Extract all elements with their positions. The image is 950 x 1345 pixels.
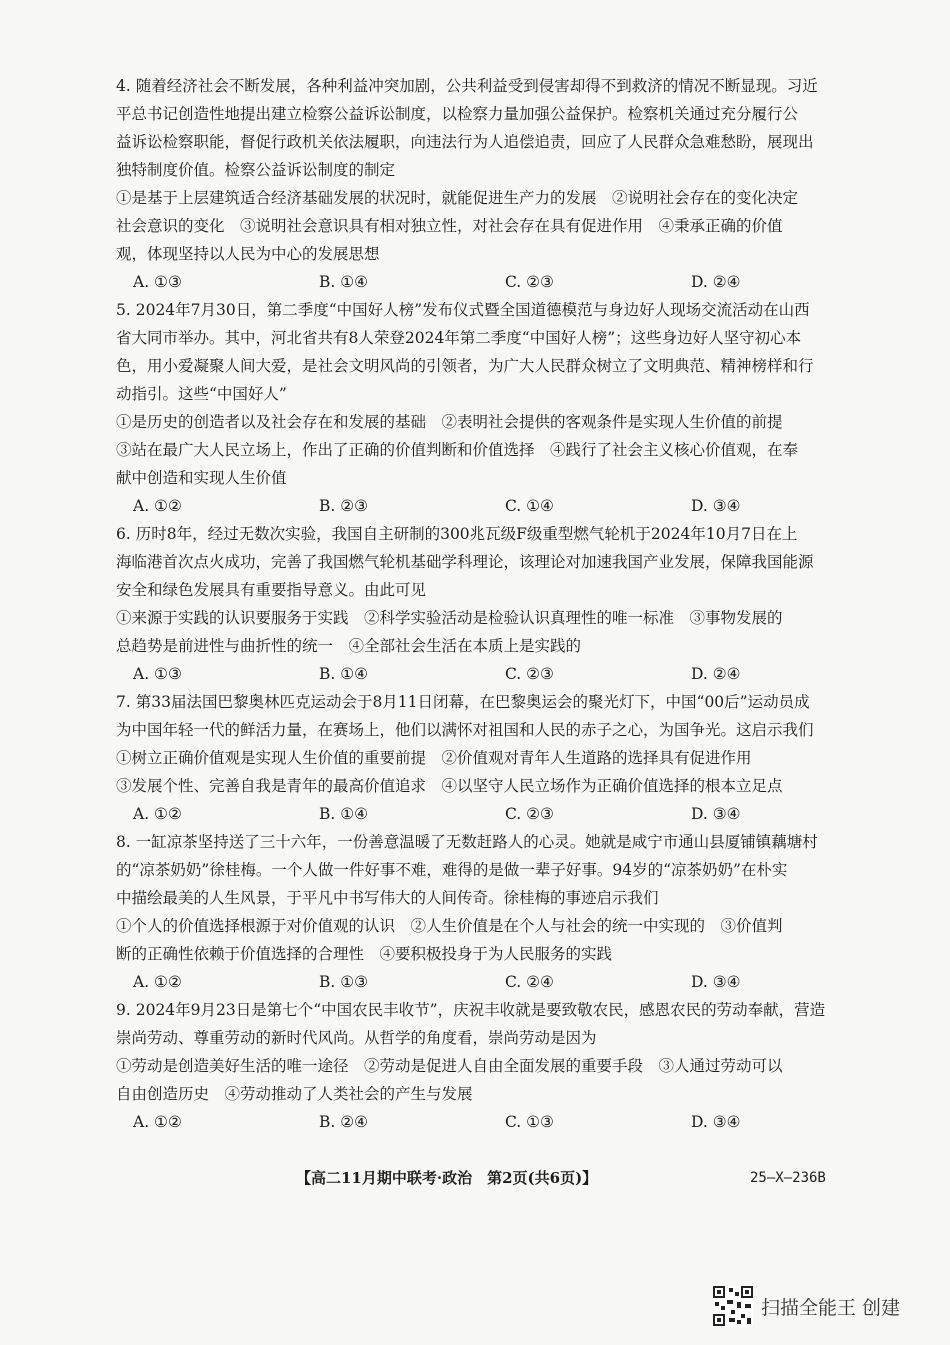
question-stem-first-line: 5. 2024年7月30日，第二季度“中国好人榜”发布仪式暨全国道德模范与身边好人现场交流活动在山西 — [116, 301, 810, 319]
page-footer — [0, 1166, 950, 1190]
qr-code-icon — [713, 1286, 753, 1326]
answer-option: A. ①② — [133, 1113, 182, 1131]
footer-title: 【高二11月期中联考·政治 第2页(共6页)】 — [296, 1169, 598, 1187]
question-stem-first-line: 8. 一缸凉茶坚持送了三十六年，一份善意温暖了无数赶路人的心灵。她就是咸宁市通山县厦铺镇藕塘村 — [116, 833, 818, 851]
question-stem-first-line: 9. 2024年9月23日是第七个“中国农民丰收节”，庆祝丰收就是要致敬农民，感恩农民的劳动奉献，营造 — [116, 1001, 826, 1019]
question-text-line: ①是基于上层建筑适合经济基础发展的状况时，就能促进生产力的发展 ②说明社会存在的变化决定 — [116, 189, 799, 207]
question-block — [116, 996, 862, 1136]
question-text-line: ③发展个性、完善自我是青年的最高价值追求 ④以坚守人民立场作为正确价值选择的根本立足点 — [116, 777, 783, 795]
answer-options — [116, 1108, 862, 1136]
answer-options — [116, 268, 862, 296]
answer-option: C. ②④ — [505, 973, 554, 991]
question-text-line: 省大同市举办。其中，河北省共有8人荣登2024年第二季度“中国好人榜”；这些身边好人坚守初心本 — [116, 329, 802, 347]
answer-option: C. ①③ — [505, 1113, 554, 1131]
question-stem-first-line: 6. 历时8年，经过无数次实验，我国自主研制的300兆瓦级F级重型燃气轮机于2024年10月7日在上 — [116, 525, 798, 543]
question-block — [116, 72, 862, 296]
answer-option: B. ②④ — [319, 1113, 369, 1131]
answer-option: A. ①② — [133, 805, 182, 823]
question-text-line: 观，体现坚持以人民为中心的发展思想 — [116, 245, 380, 263]
answer-option: A. ①③ — [133, 665, 182, 683]
answer-option: B. ①④ — [319, 805, 369, 823]
question-text-line: 总趋势是前进性与曲折性的统一 ④全部社会生活在本质上是实践的 — [116, 637, 582, 655]
answer-option: A. ①③ — [133, 273, 182, 291]
question-text-line: 中描绘最美的人生风景，于平凡中书写伟大的人间传奇。徐桂梅的事迹启示我们 — [116, 889, 659, 907]
question-block — [116, 688, 862, 828]
watermark-text: 扫描全能王 创建 — [761, 1296, 901, 1319]
scanner-watermark — [713, 1286, 900, 1326]
question-block — [116, 296, 862, 520]
answer-option: C. ②③ — [505, 665, 554, 683]
question-text-line: 独特制度价值。检察公益诉讼制度的制定 — [116, 161, 396, 179]
question-stem-first-line: 4. 随着经济社会不断发展，各种利益冲突加剧，公共利益受到侵害却得不到救济的情况不断显现。习近 — [116, 77, 818, 95]
answer-option: D. ②④ — [691, 665, 741, 683]
answer-option: D. ③④ — [691, 973, 741, 991]
question-text-line: ①个人的价值选择根源于对价值观的认识 ②人生价值是在个人与社会的统一中实现的 ③价值判 — [116, 917, 783, 935]
answer-option: D. ③④ — [691, 497, 741, 515]
answer-option: C. ①④ — [505, 497, 554, 515]
question-text-line: 社会意识的变化 ③说明社会意识具有相对独立性，对社会存在具有促进作用 ④秉承正确的价值 — [116, 217, 783, 235]
question-text-line: 的“凉茶奶奶”徐桂梅。一个人做一件好事不难，难得的是做一辈子好事。94岁的“凉茶奶奶”在朴实 — [116, 861, 788, 879]
answer-option: B. ②③ — [319, 497, 369, 515]
answer-option: C. ②③ — [505, 805, 554, 823]
question-list — [116, 72, 862, 1136]
answer-options — [116, 492, 862, 520]
question-text-line: 为中国年轻一代的鲜活力量，在赛场上，他们以满怀对祖国和人民的赤子之心，为国争光。这启示我们 — [116, 721, 814, 739]
question-text-line: 色，用小爱凝聚人间大爱，是社会文明风尚的引领者，为广大人民群众树立了文明典范、精神榜样和行 — [116, 357, 814, 375]
question-text-line: 安全和绿色发展具有重要指导意义。由此可见 — [116, 581, 427, 599]
answer-option: B. ①④ — [319, 273, 369, 291]
answer-options — [116, 968, 862, 996]
answer-option: A. ①② — [133, 497, 182, 515]
answer-option: A. ①② — [133, 973, 182, 991]
answer-options — [116, 800, 862, 828]
footer-code: 25—X—236B — [750, 1170, 826, 1186]
question-text-line: 海临港首次点火成功，完善了我国燃气轮机基础学科理论，该理论对加速我国产业发展，保障我国能源 — [116, 553, 814, 571]
question-text-line: 自由创造历史 ④劳动推动了人类社会的产生与发展 — [116, 1085, 473, 1103]
question-text-line: 动指引。这些“中国好人” — [116, 385, 287, 403]
answer-option: B. ①③ — [319, 973, 369, 991]
question-block — [116, 828, 862, 996]
question-text-line: 益诉讼检察职能，督促行政机关依法履职，向违法行为人追偿追责，回应了人民群众急难愁盼，展现出 — [116, 133, 814, 151]
answer-option: B. ①④ — [319, 665, 369, 683]
question-block — [116, 520, 862, 688]
answer-option: D. ③④ — [691, 805, 741, 823]
question-text-line: 献中创造和实现人生价值 — [116, 469, 287, 487]
question-stem-first-line: 7. 第33届法国巴黎奥林匹克运动会于8月11日闭幕，在巴黎奥运会的聚光灯下，中国“00后”运动员成 — [116, 693, 810, 711]
question-text-line: 崇尚劳动、尊重劳动的新时代风尚。从哲学的角度看，崇尚劳动是因为 — [116, 1029, 597, 1047]
question-text-line: ③站在最广大人民立场上，作出了正确的价值判断和价值选择 ④践行了社会主义核心价值观，在奉 — [116, 441, 799, 459]
answer-options — [116, 660, 862, 688]
question-text-line: ①树立正确价值观是实现人生价值的重要前提 ②价值观对青年人生道路的选择具有促进作用 — [116, 749, 752, 767]
question-text-line: ①劳动是创造美好生活的唯一途径 ②劳动是促进人自由全面发展的重要手段 ③人通过劳动可以 — [116, 1057, 783, 1075]
question-text-line: 平总书记创造性地提出建立检察公益诉讼制度，以检察力量加强公益保护。检察机关通过充分履行公 — [116, 105, 799, 123]
question-text-line: ①来源于实践的认识要服务于实践 ②科学实验活动是检验认识真理性的唯一标准 ③事物发展的 — [116, 609, 783, 627]
question-text-line: 断的正确性依赖于价值选择的合理性 ④要积极投身于为人民服务的实践 — [116, 945, 613, 963]
answer-option: C. ②③ — [505, 273, 554, 291]
question-text-line: ①是历史的创造者以及社会存在和发展的基础 ②表明社会提供的客观条件是实现人生价值的前提 — [116, 413, 783, 431]
answer-option: D. ③④ — [691, 1113, 741, 1131]
answer-option: D. ②④ — [691, 273, 741, 291]
